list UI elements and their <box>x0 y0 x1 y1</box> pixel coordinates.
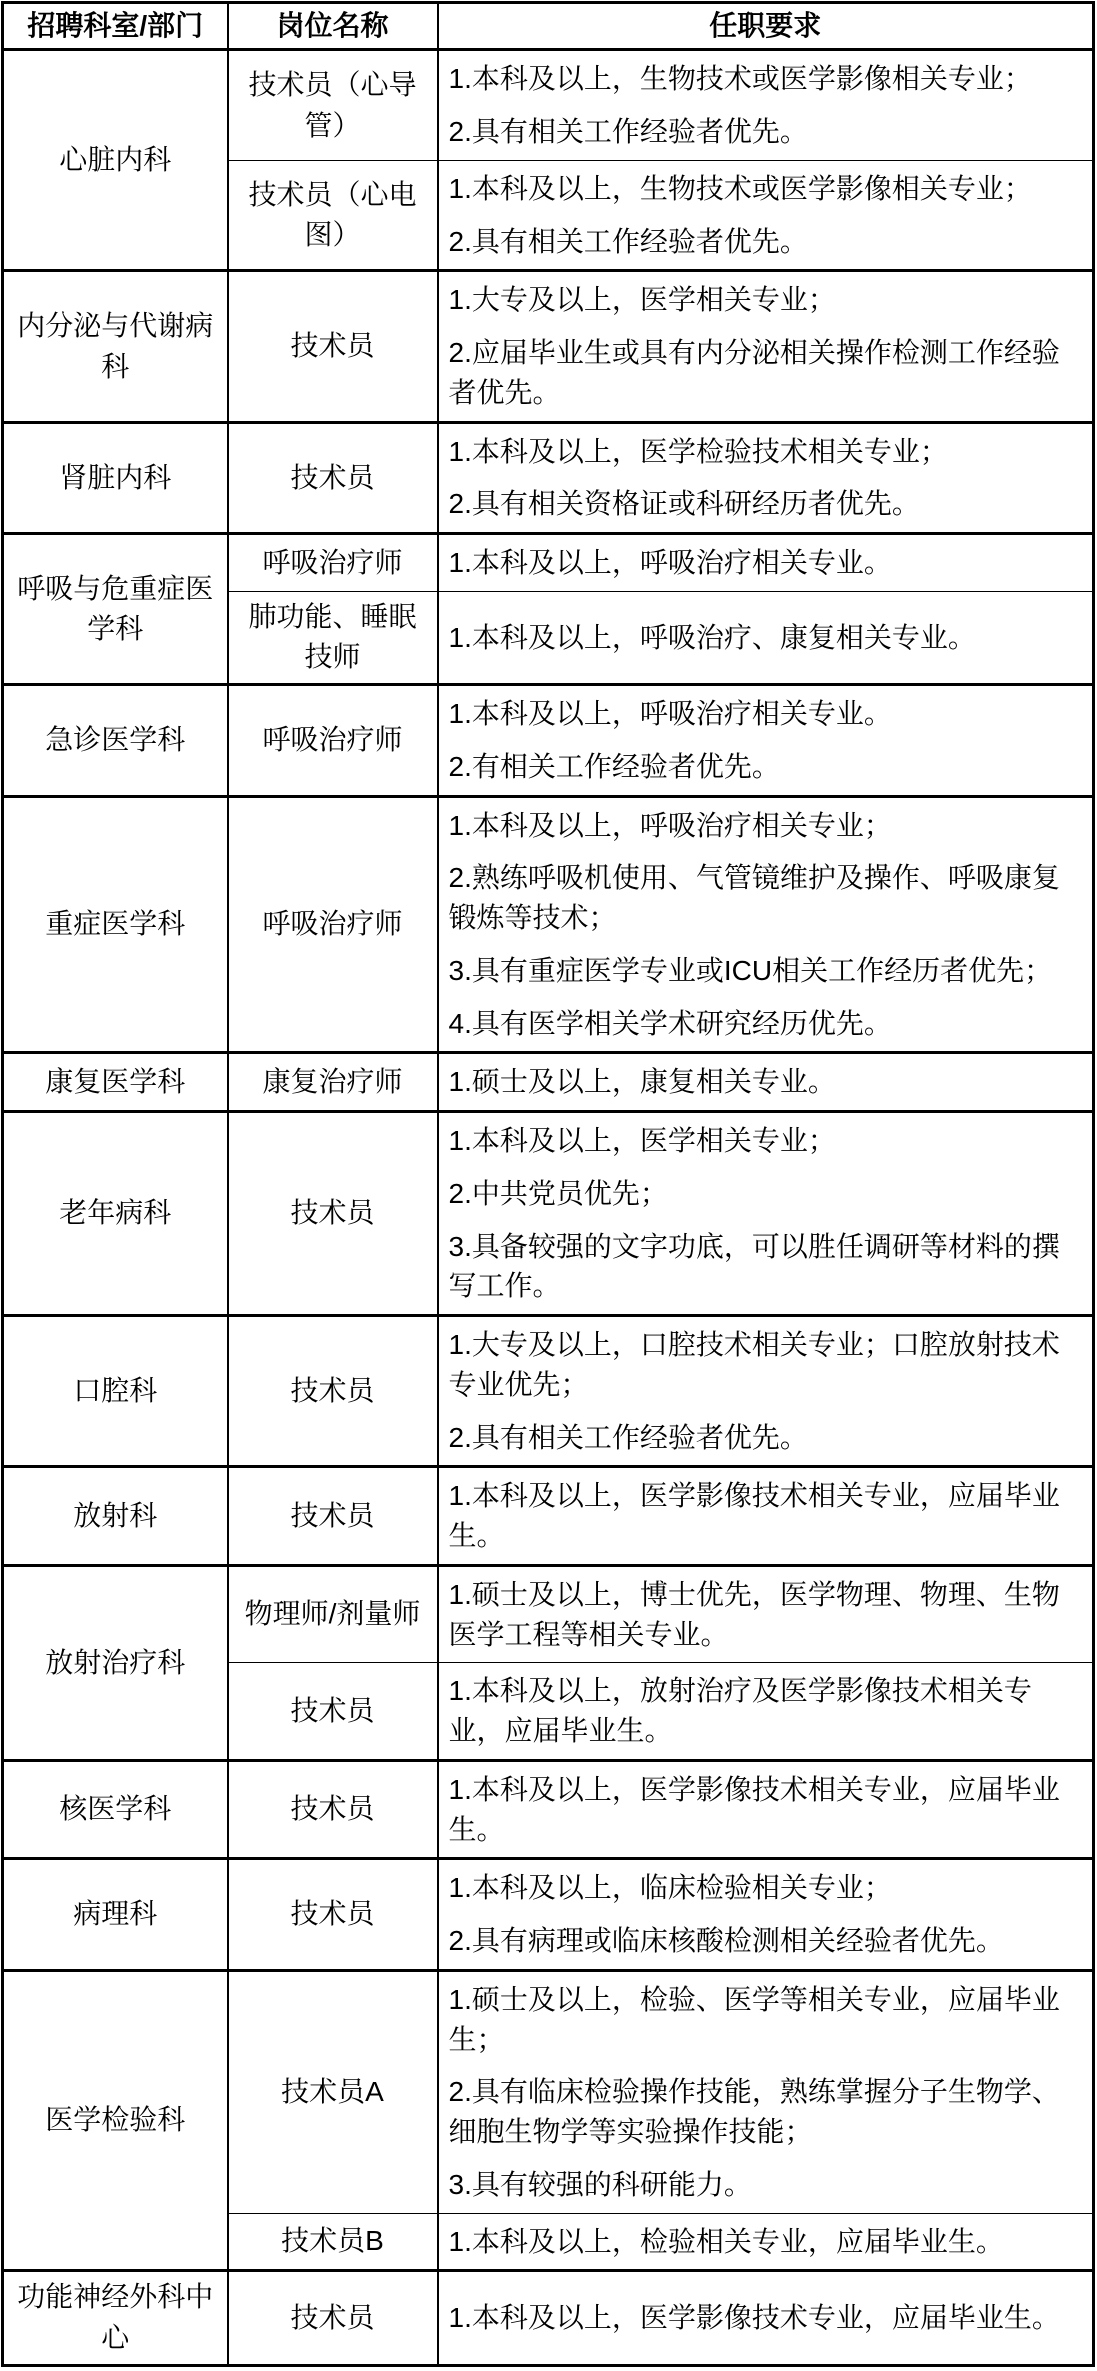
requirement-item: 2.具有相关工作经验者优先。 <box>448 116 808 148</box>
table-row <box>3 1112 1094 1316</box>
requirement-item: 2.有相关工作经验者优先。 <box>448 750 780 782</box>
requirements-cell <box>438 1467 1094 1566</box>
requirement-item: 1.硕士及以上，博士优先，医学物理、物理、生物医学工程等相关专业。 <box>448 1578 1060 1650</box>
requirements-cell <box>438 1760 1094 1859</box>
requirement-item: 1.本科及以上，检验相关专业，应届毕业生。 <box>448 2225 1004 2257</box>
table-row <box>3 422 1094 534</box>
department-cell: 康复医学科 <box>3 1053 228 1112</box>
table-row <box>3 1467 1094 1566</box>
requirement-item: 3.具有重症医学专业或ICU相关工作经历者优先； <box>448 954 1053 986</box>
position-cell: 技术员 <box>228 1467 438 1566</box>
requirements-cell <box>438 591 1094 684</box>
table-row <box>3 796 1094 1053</box>
table-row <box>3 534 1094 592</box>
position-cell: 技术员 <box>228 1663 438 1761</box>
requirements-cell <box>438 1859 1094 1971</box>
requirement-item: 2.具有临床检验操作技能，熟练掌握分子生物学、细胞生物学等实验操作技能； <box>448 2076 1060 2148</box>
table-row <box>3 1316 1094 1467</box>
requirement-item: 1.本科及以上，医学影像技术相关专业，应届毕业生。 <box>448 1773 1060 1845</box>
requirement-item: 1.本科及以上，呼吸治疗、康复相关专业。 <box>448 621 976 653</box>
position-cell: 肺功能、睡眠技师 <box>228 591 438 684</box>
position-cell: 技术员B <box>228 2213 438 2271</box>
department-cell: 病理科 <box>3 1859 228 1971</box>
department-cell: 放射科 <box>3 1467 228 1566</box>
requirement-item: 1.本科及以上，呼吸治疗相关专业。 <box>448 547 892 579</box>
table-body <box>3 50 1094 2365</box>
table-row <box>3 1970 1094 2213</box>
position-cell: 康复治疗师 <box>228 1053 438 1112</box>
requirements-cell <box>438 534 1094 592</box>
requirement-item: 2.具有相关资格证或科研经历者优先。 <box>448 488 920 520</box>
requirement-item: 3.具备较强的文字功底，可以胜任调研等材料的撰写工作。 <box>448 1230 1060 1302</box>
requirement-item: 1.本科及以上，医学相关专业； <box>448 1125 836 1157</box>
requirement-item: 2.中共党员优先； <box>448 1177 668 1209</box>
requirement-item: 1.本科及以上，呼吸治疗相关专业； <box>448 809 892 841</box>
requirements-cell <box>438 685 1094 797</box>
requirements-cell <box>438 1053 1094 1112</box>
requirements-cell <box>438 1316 1094 1467</box>
position-cell: 技术员 <box>228 271 438 422</box>
requirement-item: 3.具有较强的科研能力。 <box>448 2168 752 2200</box>
requirement-item: 1.大专及以上，医学相关专业； <box>448 284 836 316</box>
position-cell: 技术员 <box>228 1112 438 1316</box>
position-cell: 技术员A <box>228 1970 438 2213</box>
requirement-item: 2.具有相关工作经验者优先。 <box>448 225 808 257</box>
header-position: 岗位名称 <box>228 3 438 50</box>
requirements-cell <box>438 2213 1094 2271</box>
requirements-cell <box>438 271 1094 422</box>
department-cell: 肾脏内科 <box>3 422 228 534</box>
requirements-cell <box>438 50 1094 161</box>
position-cell: 物理师/剂量师 <box>228 1565 438 1663</box>
department-cell: 医学检验科 <box>3 1970 228 2271</box>
position-cell: 技术员 <box>228 422 438 534</box>
department-cell: 功能神经外科中心 <box>3 2271 228 2365</box>
requirement-item: 4.具有医学相关学术研究经历优先。 <box>448 1007 892 1039</box>
position-cell: 呼吸治疗师 <box>228 685 438 797</box>
header-requirements: 任职要求 <box>438 3 1094 50</box>
table-row <box>3 685 1094 797</box>
requirements-cell <box>438 1970 1094 2213</box>
position-cell: 呼吸治疗师 <box>228 534 438 592</box>
table-row <box>3 1859 1094 1971</box>
header-department: 招聘科室/部门 <box>3 3 228 50</box>
requirements-cell <box>438 2271 1094 2365</box>
department-cell: 呼吸与危重症医学科 <box>3 534 228 685</box>
department-cell: 核医学科 <box>3 1760 228 1859</box>
requirement-item: 1.本科及以上，生物技术或医学影像相关专业； <box>448 63 1032 95</box>
requirement-item: 1.硕士及以上，康复相关专业。 <box>448 1066 836 1098</box>
requirement-item: 1.本科及以上，医学检验技术相关专业； <box>448 435 948 467</box>
position-cell: 技术员（心导管） <box>228 50 438 161</box>
position-cell: 呼吸治疗师 <box>228 796 438 1053</box>
requirements-cell <box>438 160 1094 271</box>
requirement-item: 1.本科及以上，医学影像技术相关专业，应届毕业生。 <box>448 1480 1060 1552</box>
requirement-item: 2.熟练呼吸机使用、气管镜维护及操作、呼吸康复锻炼等技术； <box>448 862 1060 934</box>
position-cell: 技术员（心电图） <box>228 160 438 271</box>
department-cell: 口腔科 <box>3 1316 228 1467</box>
requirement-item: 2.应届毕业生或具有内分泌相关操作检测工作经验者优先。 <box>448 337 1060 408</box>
requirements-cell <box>438 422 1094 534</box>
department-cell: 放射治疗科 <box>3 1565 228 1760</box>
table-row <box>3 1760 1094 1859</box>
table-row <box>3 1565 1094 1663</box>
table-row <box>3 1053 1094 1112</box>
requirements-cell <box>438 796 1094 1053</box>
header-row <box>3 3 1094 50</box>
department-cell: 心脏内科 <box>3 50 228 271</box>
requirements-cell <box>438 1565 1094 1663</box>
position-cell: 技术员 <box>228 2271 438 2365</box>
requirements-cell <box>438 1663 1094 1761</box>
requirement-item: 2.具有相关工作经验者优先。 <box>448 1421 808 1453</box>
department-cell: 内分泌与代谢病科 <box>3 271 228 422</box>
requirement-item: 1.本科及以上，放射治疗及医学影像技术相关专业，应届毕业生。 <box>448 1675 1032 1747</box>
department-cell: 重症医学科 <box>3 796 228 1053</box>
requirement-item: 1.本科及以上，呼吸治疗相关专业。 <box>448 698 892 730</box>
requirement-item: 1.本科及以上，生物技术或医学影像相关专业； <box>448 172 1032 204</box>
recruitment-table <box>1 1 1095 2367</box>
position-cell: 技术员 <box>228 1859 438 1971</box>
department-cell: 急诊医学科 <box>3 685 228 797</box>
requirement-item: 1.本科及以上，临床检验相关专业； <box>448 1872 892 1904</box>
requirements-cell <box>438 1112 1094 1316</box>
table-header <box>3 3 1094 50</box>
table-row <box>3 271 1094 422</box>
table-row <box>3 50 1094 161</box>
requirement-item: 1.硕士及以上，检验、医学等相关专业，应届毕业生； <box>448 1983 1060 2055</box>
position-cell: 技术员 <box>228 1760 438 1859</box>
requirement-item: 1.大专及以上，口腔技术相关专业；口腔放射技术专业优先； <box>448 1329 1060 1400</box>
requirement-item: 2.具有病理或临床核酸检测相关经验者优先。 <box>448 1925 1004 1957</box>
position-cell: 技术员 <box>228 1316 438 1467</box>
department-cell: 老年病科 <box>3 1112 228 1316</box>
table-row <box>3 2271 1094 2365</box>
requirement-item: 1.本科及以上，医学影像技术专业，应届毕业生。 <box>448 2302 1060 2334</box>
